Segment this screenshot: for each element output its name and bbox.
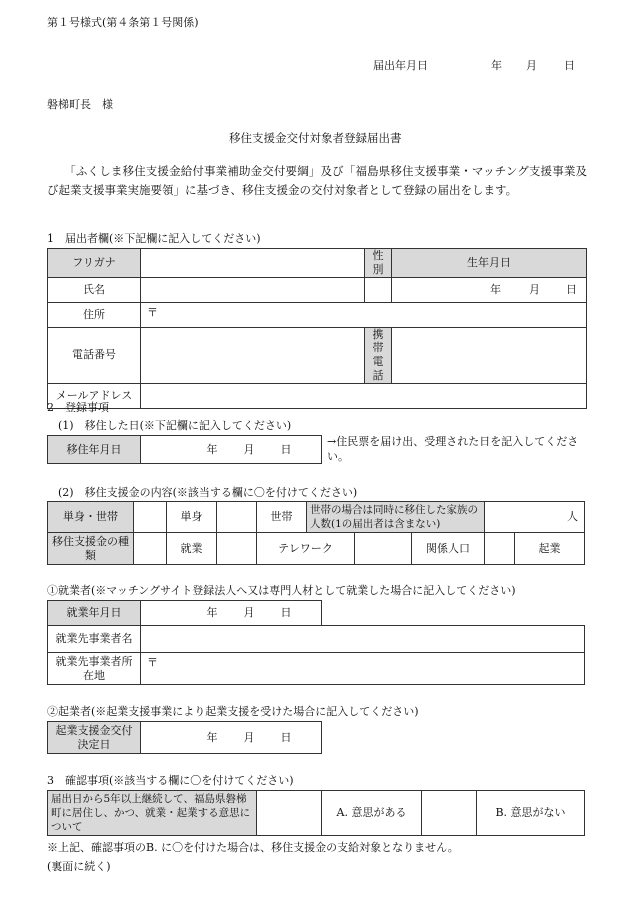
sex-field[interactable] [365,277,392,302]
submission-date-label: 届出年月日 [373,59,428,72]
ent-month: 月 [243,730,255,744]
date-month: 月 [526,59,537,72]
decision-date-label: 起業支援金交付決定日 [48,722,141,754]
startup-mark-cell[interactable] [485,533,515,565]
related-pop-label: 関係人口 [412,533,485,565]
employment-table [47,600,585,685]
section-3-heading: 3 確認事項(※該当する欄に〇を付けてください) [47,774,294,787]
employment-date-label: 就業年月日 [48,601,141,626]
option-a-label: A. 意思がある [322,791,422,836]
option-b-mark-cell[interactable] [422,791,477,836]
section-2-heading: 2 登録事項 [47,401,109,414]
single-mark-cell[interactable] [134,502,167,533]
confirmation-note: ※上記、確認事項のB. に〇を付けた場合は、移住支援金の支給対象となりません。 [47,841,459,854]
startup-label: 起業 [515,533,585,565]
ent-year: 年 [206,730,218,744]
decision-date-field[interactable] [141,722,322,754]
continued-note: (裏面に続く) [47,860,111,873]
move-date-label: 移住年月日 [48,436,141,464]
employment-blank [322,601,585,626]
email-label: メールアドレス [48,383,141,408]
sub-2-heading: (2) 移住支援金の内容(※該当する欄に〇を付けてください) [58,486,358,499]
move-date-note: →住民票を届け出、受理された日を記入してください。 [327,435,579,463]
form-number: 第１号様式(第４条第１号関係) [47,16,199,29]
applicant-table [47,248,587,409]
entrepreneur-heading: ②起業者(※起業支援事業により起業支援を受けた場合に記入してください) [47,705,419,718]
name-field[interactable] [141,277,365,302]
move-month: 月 [243,442,255,456]
address-label: 住所 [48,302,141,327]
birthdate-label: 生年月日 [392,249,587,278]
telework-mark-cell[interactable] [217,533,257,565]
furigana-label: フリガナ [48,249,141,278]
emp-day: 日 [280,606,292,620]
telework-label: テレワーク [257,533,355,565]
section-1-heading: 1 届出者欄(※下記欄に記入してください) [47,232,261,245]
single-household-label: 単身・世帯 [48,502,134,533]
entrepreneur-table [47,721,322,754]
birth-year: 年 [490,282,501,296]
employment-mark-cell[interactable] [134,533,167,565]
mobile-field[interactable] [392,327,587,383]
employer-name-field[interactable] [141,626,585,653]
support-type-label: 移住支援金の種類 [48,533,134,565]
single-label: 単身 [167,502,217,533]
emp-month: 月 [243,606,255,620]
related-pop-mark-cell[interactable] [355,533,412,565]
emp-year: 年 [206,606,218,620]
birth-month: 月 [529,282,540,296]
family-count-note: 世帯の場合は同時に移住した家族の人数(1の届出者は含まない) [307,502,485,533]
phone-field[interactable] [141,327,365,383]
employment-heading: ①就業者(※マッチングサイト登録法人へ又は専門人材として就業した場合に記入してください) [47,584,516,597]
mobile-label: 携帯電話 [365,327,392,383]
employer-address-field[interactable]: 〒 [141,653,585,685]
employment-label: 就業 [167,533,217,565]
ent-day: 日 [280,730,292,744]
option-a-mark-cell[interactable] [257,791,322,836]
move-date-field[interactable] [141,436,322,464]
move-date-table [47,435,322,464]
phone-label: 電話番号 [48,327,141,383]
confirmation-question: 届出日から5年以上継続して、福島県磐梯町に居住し、かつ、就業・起業する意思について [48,791,257,836]
move-day: 日 [280,442,292,456]
move-year: 年 [206,442,218,456]
support-content-table [47,501,585,565]
option-b-label: B. 意思がない [477,791,585,836]
document-title: 移住支援金交付対象者登録届出書 [229,131,402,145]
address-field[interactable]: 〒 [141,302,587,327]
sex-label: 性別 [365,249,392,278]
household-label: 世帯 [257,502,307,533]
sub-1-heading: (1) 移住した日(※下記欄に記入してください) [58,419,292,432]
addressee: 磐梯町長 様 [47,98,113,111]
family-count-field[interactable]: 人 [485,502,585,533]
birthdate-field[interactable] [392,277,587,302]
email-field[interactable] [141,383,587,408]
household-mark-cell[interactable] [217,502,257,533]
name-label: 氏名 [48,277,141,302]
employer-address-label: 就業先事業者所在地 [48,653,141,685]
furigana-field[interactable] [141,249,365,278]
date-day: 日 [564,59,575,72]
date-year: 年 [491,59,502,72]
confirmation-table [47,790,585,836]
intro-paragraph: 「ふくしま移住支援金給付事業補助金交付要綱」及び「福島県移住支援事業・マッチング支援事業及び起業支援事業実施要領」に基づき、移住支援金の交付対象者として登録の届出をします。 [47,164,587,197]
employment-date-field[interactable] [141,601,322,626]
birth-day: 日 [566,282,577,296]
employer-name-label: 就業先事業者名 [48,626,141,653]
